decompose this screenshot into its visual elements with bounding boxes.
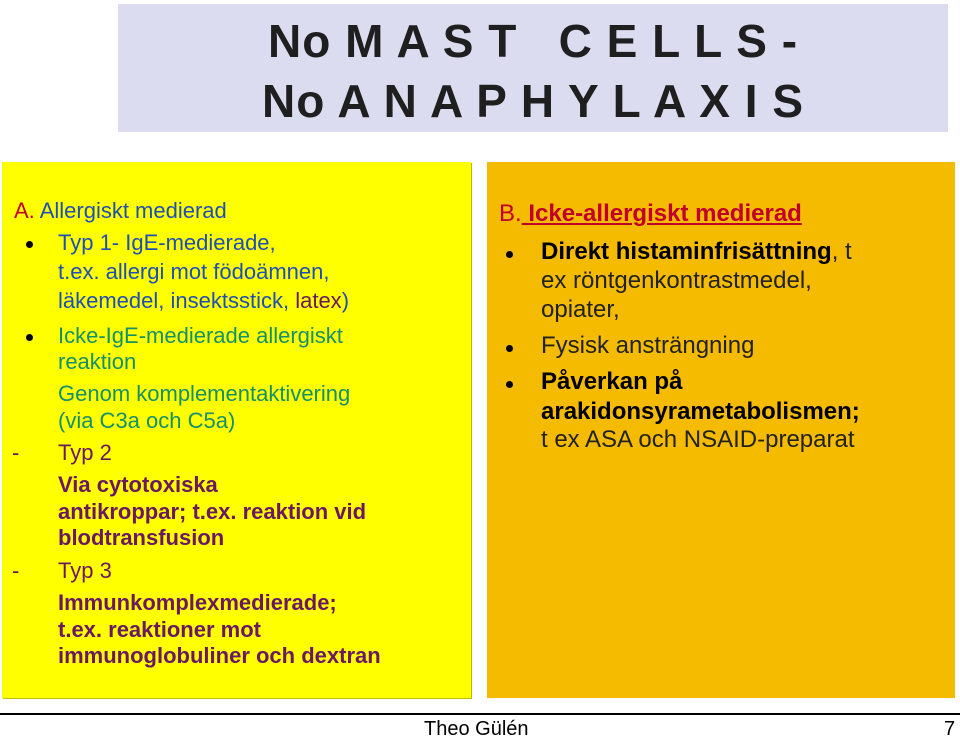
footer-page-number: 7 bbox=[944, 718, 956, 740]
left-heading-text: Allergiskt medierad bbox=[39, 198, 227, 223]
typ2-line-4: blodtransfusion bbox=[58, 525, 225, 550]
non-ige-line-3: Genom komplementaktivering bbox=[58, 381, 351, 406]
dash-typ3-symbol: - bbox=[12, 558, 20, 583]
right-heading bbox=[499, 200, 802, 228]
typ1-line-3b: latex bbox=[295, 288, 342, 313]
arachidonic-line-1: Påverkan på bbox=[541, 368, 683, 395]
right-panel-non-allergic bbox=[487, 162, 955, 698]
slide-title-line-2: No A N A P H Y L A X I S bbox=[261, 75, 805, 127]
footer-divider bbox=[0, 713, 960, 715]
typ1-line-3a: läkemedel, insektsstick, bbox=[58, 288, 296, 313]
non-ige-line-4: (via C3a och C5a) bbox=[58, 408, 236, 433]
bullet-dot-icon bbox=[26, 241, 33, 248]
non-ige-line-2: reaktion bbox=[58, 349, 137, 374]
histamine-line-2: ex röntgenkontrastmedel, bbox=[541, 267, 812, 294]
footer-author: Theo Gülén bbox=[424, 718, 529, 740]
left-heading bbox=[14, 198, 227, 224]
left-heading-prefix: A. bbox=[14, 198, 35, 223]
typ3-line-3: t.ex. reaktioner mot bbox=[58, 617, 261, 642]
typ1-line-1: Typ 1- IgE-medierade, bbox=[58, 230, 276, 255]
arachidonic-line-3: t ex ASA och NSAID-preparat bbox=[541, 426, 855, 453]
typ1-line-2: t.ex. allergi mot födoämnen, bbox=[58, 259, 330, 284]
bullet-dot-icon bbox=[506, 345, 513, 352]
typ1-line-3 bbox=[58, 288, 349, 314]
bullet-dot-icon bbox=[506, 251, 513, 258]
non-ige-line-1: Icke-IgE-medierade allergiskt bbox=[58, 323, 343, 348]
dash-typ2-symbol: - bbox=[12, 440, 20, 465]
typ3-label: Typ 3 bbox=[58, 558, 112, 583]
histamine-line-3: opiater, bbox=[541, 296, 620, 323]
typ1-line-3c: ) bbox=[341, 288, 350, 313]
histamine-line-1 bbox=[541, 238, 852, 266]
left-panel-allergic bbox=[2, 162, 471, 698]
bullet-dot-icon bbox=[26, 334, 33, 341]
exercise-line: Fysisk ansträngning bbox=[541, 332, 755, 359]
title-box bbox=[118, 4, 948, 132]
typ3-line-4: immunoglobuliner och dextran bbox=[58, 643, 381, 668]
arachidonic-line-2: arakidonsyrametabolismen; bbox=[541, 398, 860, 425]
typ2-line-2: Via cytotoxiska bbox=[58, 472, 218, 497]
right-heading-prefix: B. bbox=[499, 200, 522, 227]
typ3-line-2: Immunkomplexmedierade; bbox=[58, 590, 337, 615]
bullet-dot-icon bbox=[506, 381, 513, 388]
typ2-line-3: antikroppar; t.ex. reaktion vid bbox=[58, 499, 367, 524]
typ2-label: Typ 2 bbox=[58, 440, 112, 465]
slide-title-line-1: No M A S T C E L L S - bbox=[267, 15, 799, 67]
histamine-rest: , t bbox=[831, 238, 852, 265]
histamine-bold: Direkt histaminfrisättning bbox=[541, 238, 832, 265]
right-heading-text: Icke-allergiskt medierad bbox=[521, 200, 802, 227]
